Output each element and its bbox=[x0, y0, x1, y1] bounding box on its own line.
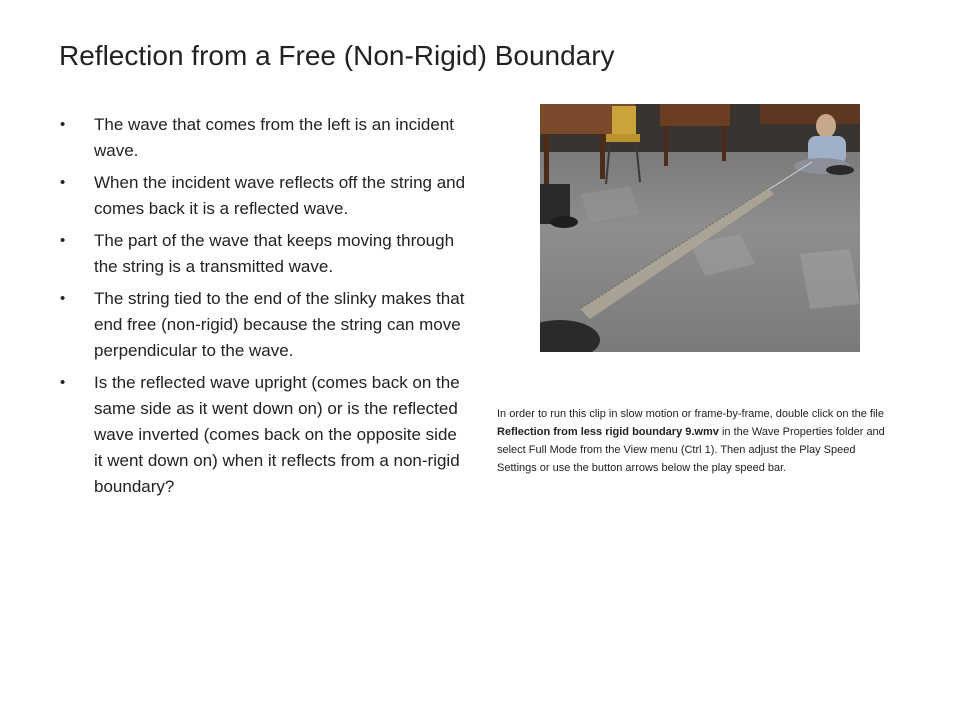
chair bbox=[612, 106, 636, 136]
video-instructions-caption bbox=[497, 405, 897, 477]
floor-tile bbox=[800, 249, 860, 309]
caption-filename[interactable]: Reflection from less rigid boundary 9.wmv bbox=[497, 426, 719, 438]
bullet-icon: • bbox=[60, 116, 66, 133]
desk-leg bbox=[722, 126, 726, 161]
desk-leg bbox=[664, 126, 668, 166]
bullet-icon: • bbox=[60, 174, 66, 191]
bullet-text: The string tied to the end of the slinky makes that end free (non-rigid) because the string can move perpendicular to the wave. bbox=[94, 289, 465, 360]
bullet-text: When the incident wave reflects off the string and comes back it is a reflected wave. bbox=[94, 173, 466, 218]
caption-text-after: in the Wave Properties folder and select Full Mode from the View menu (Ctrl 1). Then adjust the Play Speed Settings or use the button arrows below the play speed bar. bbox=[497, 426, 885, 474]
left-person-shoe bbox=[550, 216, 578, 228]
bullet-item-free-end bbox=[60, 286, 470, 364]
slide-title: Reflection from a Free (Non-Rigid) Boundary bbox=[59, 40, 615, 71]
desk-leg bbox=[544, 134, 549, 184]
chair-seat bbox=[606, 134, 640, 142]
person-head bbox=[816, 114, 836, 138]
bullet-text: The wave that comes from the left is an incident wave. bbox=[94, 115, 455, 160]
person-shoe bbox=[826, 165, 854, 175]
bullet-text: Is the reflected wave upright (comes back on the same side as it went down on) or is the reflected wave inverted (comes back on the opposite side it went down on) when it reflects from a non-rigid boundary? bbox=[94, 373, 460, 496]
caption-text-before: In order to run this clip in slow motion or frame-by-frame, double click on the file bbox=[497, 408, 884, 420]
bullet-item-transmitted bbox=[60, 228, 470, 280]
classroom-slinky-image bbox=[540, 104, 860, 352]
desk-leg bbox=[600, 134, 605, 179]
bullet-list bbox=[60, 112, 470, 506]
bullet-item-incident bbox=[60, 112, 470, 164]
desk bbox=[760, 104, 860, 124]
bullet-icon: • bbox=[60, 290, 66, 307]
desk bbox=[660, 104, 730, 126]
video-clip-frame[interactable] bbox=[540, 104, 860, 352]
bullet-item-reflected bbox=[60, 170, 470, 222]
bullet-icon: • bbox=[60, 374, 66, 391]
bullet-item-question bbox=[60, 370, 470, 500]
bullet-text: The part of the wave that keeps moving through the string is a transmitted wave. bbox=[94, 231, 455, 276]
bullet-icon: • bbox=[60, 232, 66, 249]
